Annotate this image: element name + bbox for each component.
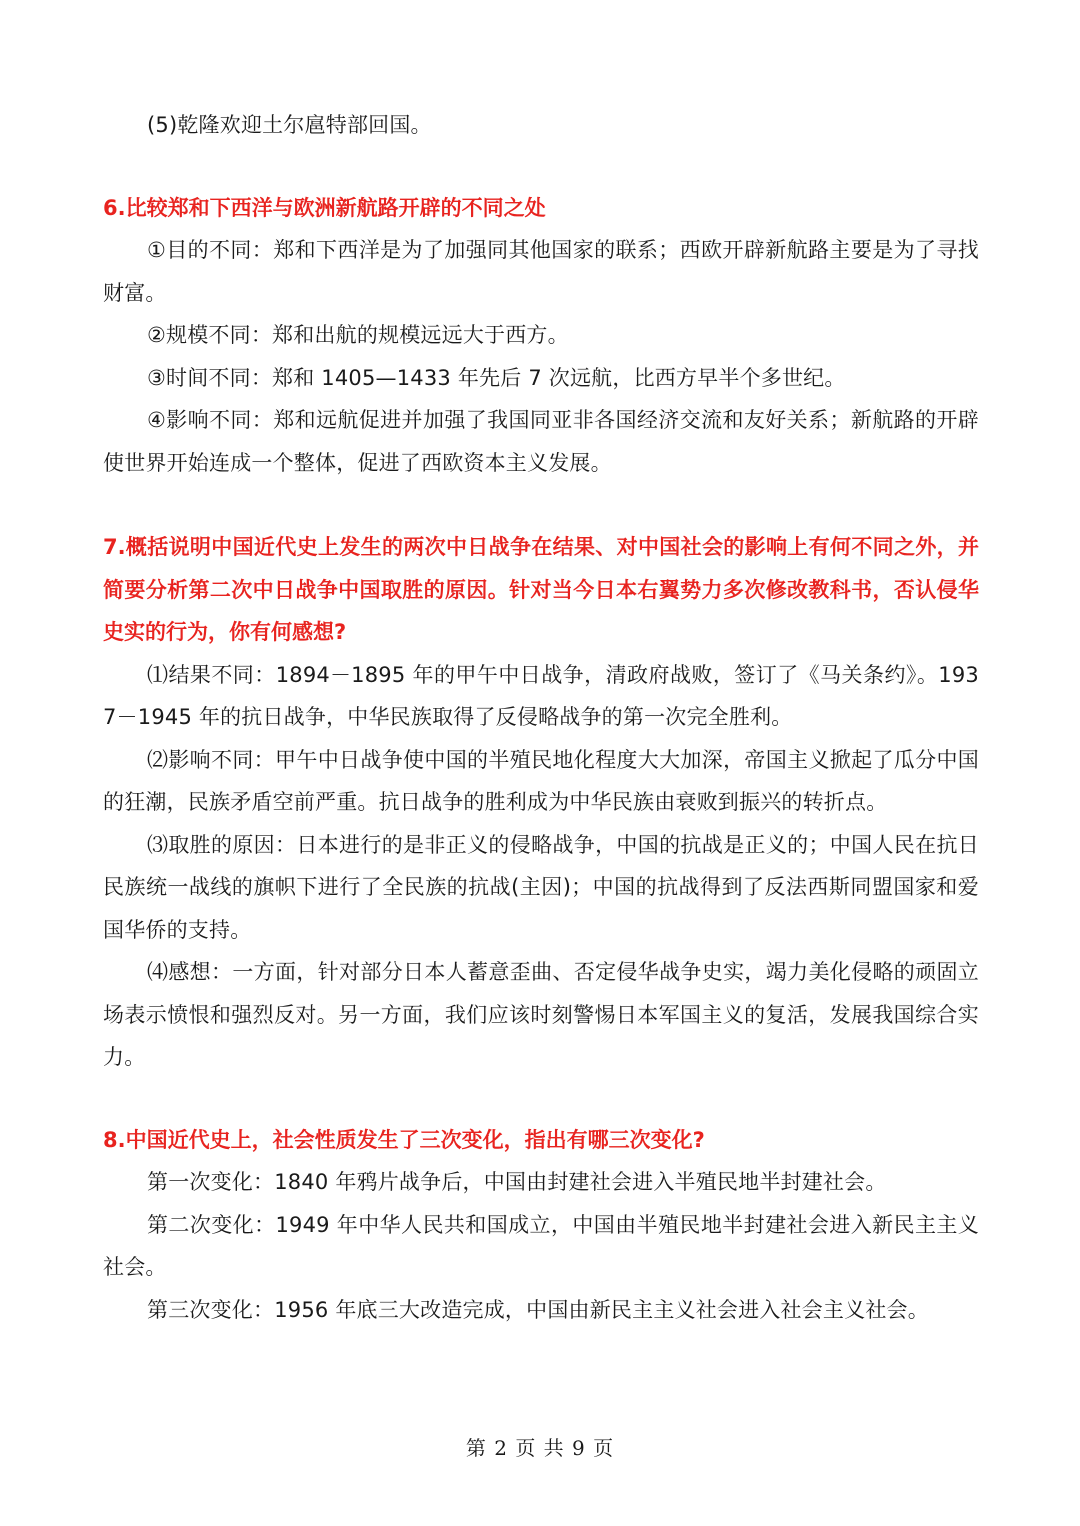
answer-7-result: ⑴结果不同：1894－1895 年的甲午中日战争，清政府战败，签订了《马关条约》。1937－1945 年的抗日战争，中华民族取得了反侵略战争的第一次完全胜利。 — [103, 662, 979, 729]
question-7-heading: 7.概括说明中国近代史上发生的两次中日战争在结果、对中国社会的影响上有何不同之外，并简要分析第二次中日战争中国取胜的原因。针对当今日本右翼势力多次修改教科书，否认侵华史实的行为，你有何感想? — [103, 535, 979, 644]
question-6-heading: 6.比较郑和下西洋与欧洲新航路开辟的不同之处 — [103, 195, 546, 220]
answer-8-third: 第三次变化：1956 年底三大改造完成，中国由新民主主义社会进入社会主义社会。 — [147, 1297, 929, 1322]
document-body — [103, 104, 979, 1331]
answer-8-second: 第二次变化：1949 年中华人民共和国成立，中国由半殖民地半封建社会进入新民主主义社会。 — [103, 1212, 979, 1279]
answer-6-impact: ④影响不同：郑和远航促进并加强了我国同亚非各国经济交流和友好关系；新航路的开辟使世界开始连成一个整体，促进了西欧资本主义发展。 — [103, 408, 979, 475]
question-8-heading: 8.中国近代史上，社会性质发生了三次变化，指出有哪三次变化? — [103, 1127, 705, 1152]
answer-7-thoughts: ⑷感想：一方面，针对部分日本人蓄意歪曲、否定侵华战争史实，竭力美化侵略的顽固立场表示愤恨和强烈反对。另一方面，我们应该时刻警惕日本军国主义的复活，发展我国综合实力。 — [103, 960, 979, 1069]
answer-8-first: 第一次变化：1840 年鸦片战争后，中国由封建社会进入半殖民地半封建社会。 — [147, 1170, 887, 1194]
answer-6-purpose: ①目的不同：郑和下西洋是为了加强同其他国家的联系；西欧开辟新航路主要是为了寻找财富。 — [103, 238, 979, 305]
answer-7-impact: ⑵影响不同：甲午中日战争使中国的半殖民地化程度大大加深，帝国主义掀起了瓜分中国的狂潮，民族矛盾空前严重。抗日战争的胜利成为中华民族由衰败到振兴的转折点。 — [103, 747, 979, 814]
answer-6-scale: ②规模不同：郑和出航的规模远远大于西方。 — [147, 323, 569, 347]
answer-7-reason: ⑶取胜的原因：日本进行的是非正义的侵略战争，中国的抗战是正义的；中国人民在抗日民族统一战线的旗帜下进行了全民族的抗战(主因)；中国的抗战得到了反法西斯同盟国家和爱国华侨的支持。 — [103, 832, 979, 942]
paragraph-item-5: (5)乾隆欢迎土尔扈特部回国。 — [147, 113, 432, 137]
answer-6-time: ③时间不同：郑和 1405—1433 年先后 7 次远航，比西方早半个多世纪。 — [147, 365, 846, 390]
page-number-footer: 第 2 页 共 9 页 — [465, 1436, 615, 1460]
